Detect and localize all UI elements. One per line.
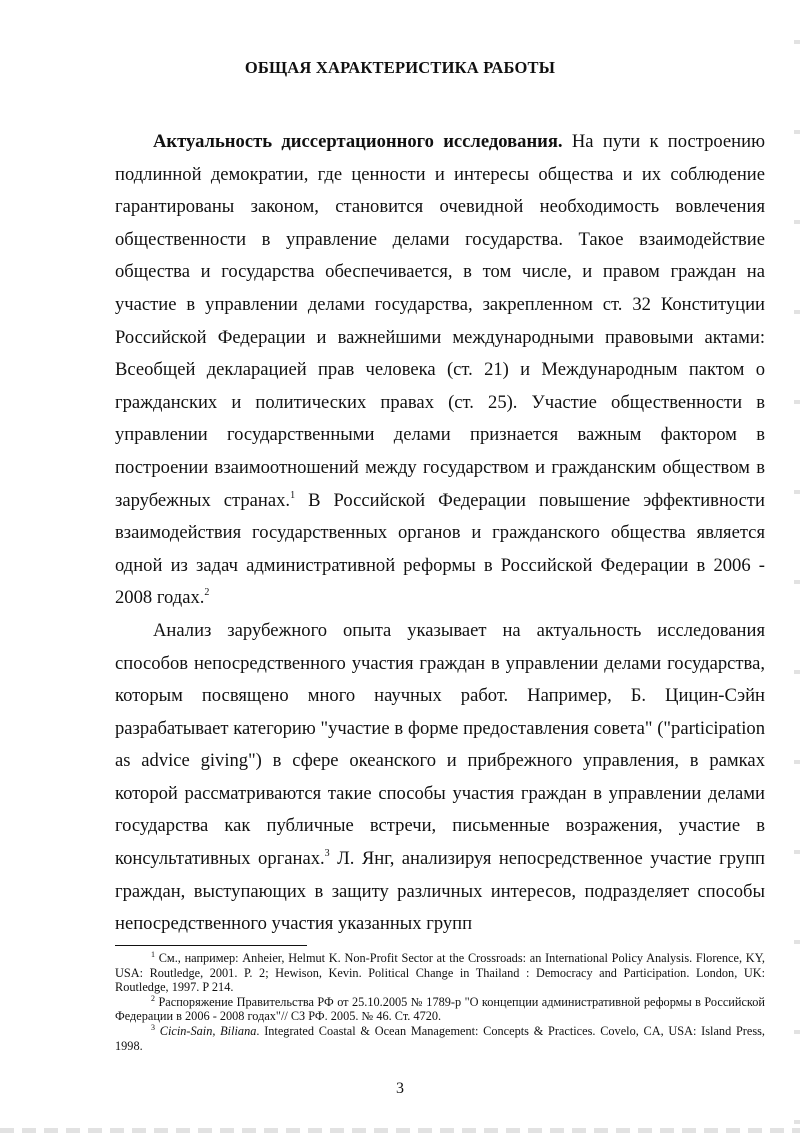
footnote-ref[interactable]: 2 [204,587,210,599]
footnote-number: 3 [151,1022,155,1032]
page-title: ОБЩАЯ ХАРАКТЕРИСТИКА РАБОТЫ [244,58,556,77]
paragraph-text: На пути к построению подлинной демократии, где ценности и интересы общества и их соблюдение гарантированы законом, становится очевидной необходимость вовлечения общественности в управление делами государства. Такое взаимодействие общества и государства обеспечивается, в том числе, и правом граждан на участие в управлении делами государства, закрепленном ст. 32 Конституции Российской Федерации и важнейшими международными правовыми актами: Всеобщей декларацией прав человека (ст. 21) и Международным пактом о гражданских и политических правах (ст. 25). Участие общественности в управлении государственными делами признается важным фактором в построении взаимоотношений между государством и гражданским обществом в зарубежных странах. [115,131,765,511]
footnote [115,951,765,995]
footnote [115,995,765,1024]
footnote [115,1024,765,1053]
footnote-text: . Integrated Coastal & Ocean Management: Concepts & Practices. Covelo, CA, USA: Island Press, 1998. [115,1023,766,1053]
paragraph-relevance [115,126,765,615]
footnote-separator [115,945,307,946]
footnote-ref[interactable]: 1 [290,489,296,501]
footnote-text: См., например: Anheier, Helmut K. Non-Profit Sector at the Crossroads: an International Policy Analysis. Florence, KY, USA: Routledge, 2001. P. 2; Hewison, Kevin. Political Change in Thailand : Democracy and Participation. London, UK: Routledge, 1997. P 214. [115,951,765,995]
paragraph-text: Анализ зарубежного опыта указывает на актуальность исследования способов непосредственного участия граждан в управлении делами государства, которым посвящено много научных работ. Например, Б. Цицин-Сэйн разрабатывает категорию "участие в форме предоставления совета" ("participation as advice giving") в сфере океанского и прибрежного управления, в рамках которой рассматриваются такие способы участия граждан в управлении делами государства как публичные встречи, письменные возражения, участие в консультативных органах. [115,619,765,870]
footnote-number: 1 [151,950,155,959]
footnote-number: 2 [151,993,155,1003]
footnote-author: Cicin-Sain, Biliana [159,1023,257,1038]
footnotes [115,951,765,1053]
footnote-ref[interactable]: 3 [324,848,330,860]
page-number: 3 [396,1080,404,1097]
section-lead-heading: Актуальность диссертационного исследования. [153,131,563,152]
paragraph-foreign-analysis [115,615,765,941]
scan-edge-marks [794,0,800,1133]
paragraph-text: В Российской Федерации повышение эффективности взаимодействия государственных органов и гражданского общества является одной из задач административной реформы в Российской Федерации в 2006 - 2008 годах. [115,489,765,609]
footnote-text: Распоряжение Правительства РФ от 25.10.2005 № 1789-р "О концепции административной реформы в Российской Федерации в 2006 - 2008 годах"// СЗ РФ. 2005. № 46. Ст. 4720. [115,994,765,1024]
paragraph-text: Л. Янг, анализируя непосредственное участие групп граждан, выступающих в защиту различных интересов, подразделяет способы непосредственного участия указанных групп [115,848,765,935]
scan-bottom-edge [0,1128,800,1133]
body-text [115,126,765,941]
